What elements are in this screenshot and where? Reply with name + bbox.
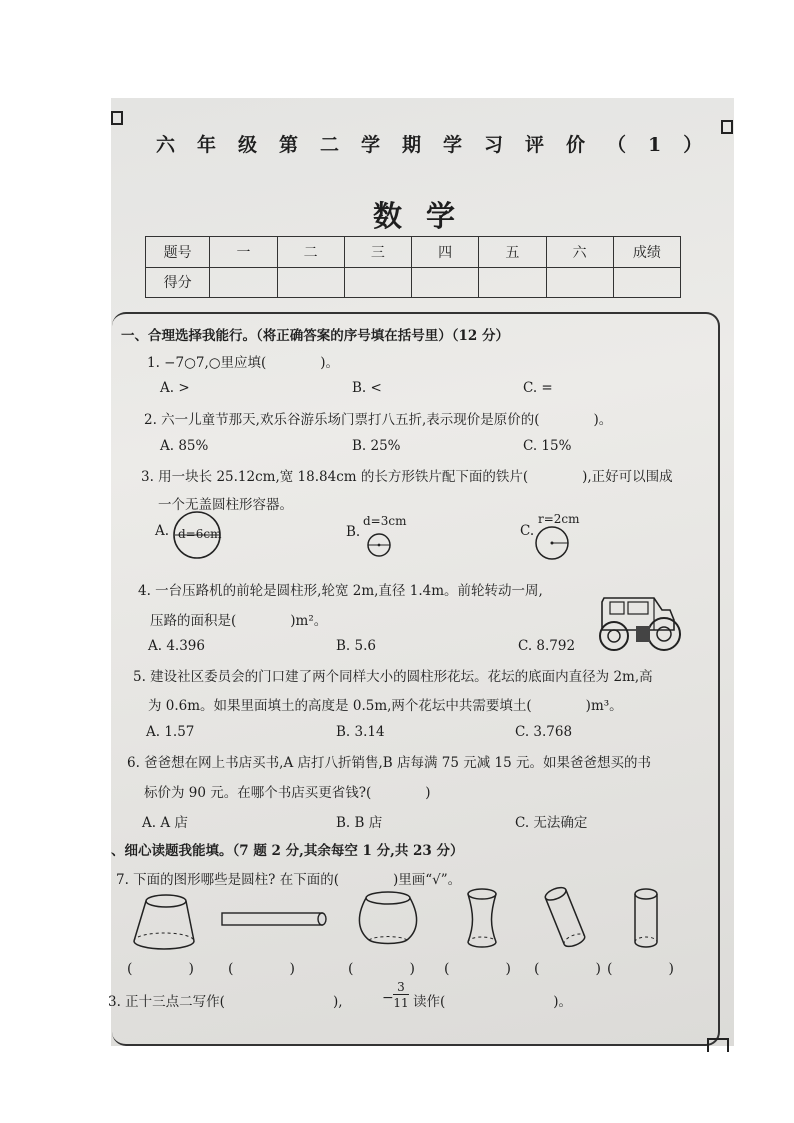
- q1-option-b[interactable]: B. <: [352, 380, 382, 396]
- q6-option-b[interactable]: B. B 店: [336, 815, 383, 831]
- table-cell: 一: [210, 237, 277, 268]
- table-cell: 六: [546, 237, 613, 268]
- q8-stem-part2: 读作( )。: [413, 994, 573, 1010]
- score-input-cell[interactable]: [613, 267, 680, 298]
- table-cell: 五: [479, 237, 546, 268]
- exam-title: 六年级第二学期学习评价（1）: [156, 134, 725, 156]
- q5-option-a[interactable]: A. 1.57: [146, 724, 195, 740]
- q4-stem-line1: 4. 一台压路机的前轮是圆柱形,轮宽 2m,直径 1.4m。前轮转动一周,: [138, 583, 543, 599]
- section1-heading: 一、合理选择我能行。（将正确答案的序号填在括号里）（12 分）: [121, 328, 509, 344]
- q2-option-b[interactable]: B. 25%: [352, 438, 401, 454]
- upright-cylinder-icon: [630, 886, 662, 950]
- q4-option-a[interactable]: A. 4.396: [148, 638, 205, 654]
- q3-circle-c: [535, 526, 571, 562]
- q7-answer-blank[interactable]: ( ): [127, 961, 194, 977]
- corner-mark-bottom-right: [707, 1038, 729, 1052]
- score-table: [145, 236, 681, 298]
- q5-stem-line2: 为 0.6m。如果里面填土的高度是 0.5m,两个花坛中共需要填土( )m³。: [148, 698, 623, 714]
- score-input-cell[interactable]: [412, 267, 479, 298]
- score-input-cell[interactable]: [479, 267, 546, 298]
- table-cell: 三: [344, 237, 411, 268]
- q6-option-a[interactable]: A. A 店: [142, 815, 188, 831]
- q7-answer-blank[interactable]: ( ): [444, 961, 511, 977]
- q5-option-b[interactable]: B. 3.14: [336, 724, 385, 740]
- q7-answer-blank[interactable]: ( ): [607, 961, 674, 977]
- score-input-cell[interactable]: [277, 267, 344, 298]
- q3-stem-line2: 一个无盖圆柱形容器。: [158, 497, 293, 513]
- q6-option-c[interactable]: C. 无法确定: [515, 815, 588, 831]
- frustum-shape-icon: [132, 893, 196, 955]
- q5-stem-line1: 5. 建设社区委员会的门口建了两个同样大小的圆柱形花坛。花坛的底面内直径为 2m,高: [133, 669, 653, 685]
- q1-option-a[interactable]: A. >: [160, 380, 190, 396]
- score-input-cell[interactable]: [344, 267, 411, 298]
- subject-title: 数学: [373, 199, 480, 233]
- score-input-cell[interactable]: [546, 267, 613, 298]
- score-input-cell[interactable]: [210, 267, 277, 298]
- score-table-row: [146, 267, 681, 298]
- table-cell: 二: [277, 237, 344, 268]
- table-cell: 得分: [146, 267, 210, 298]
- q3-option-a[interactable]: A.: [155, 523, 170, 539]
- q1-stem: 1. −7○7,○里应填( )。: [147, 355, 340, 371]
- q4-stem-line2: 压路的面积是( )m²。: [150, 613, 328, 629]
- table-cell: 四: [412, 237, 479, 268]
- q8-stem-part1: 3. 正十三点二写作( ),: [108, 994, 343, 1010]
- q1-option-c[interactable]: C. =: [523, 380, 553, 396]
- q2-stem: 2. 六一儿童节那天,欢乐谷游乐场门票打八五折,表示现价是原价的( )。: [144, 412, 613, 428]
- q7-stem: 7. 下面的图形哪些是圆柱? 在下面的( )里画“√”。: [116, 872, 462, 888]
- q5-option-c[interactable]: C. 3.768: [515, 724, 573, 740]
- concave-cylinder-icon: [462, 886, 502, 950]
- q8-fraction-numerator: 3: [393, 980, 409, 995]
- q3-label-c: r=2cm: [538, 512, 580, 526]
- road-roller-icon: [592, 590, 687, 652]
- q3-label-b: d=3cm: [363, 514, 407, 528]
- q3-option-b[interactable]: B.: [346, 524, 361, 540]
- q4-option-c[interactable]: C. 8.792: [518, 638, 576, 654]
- q6-stem-line2: 标价为 90 元。在哪个书店买更省钱?( ): [144, 785, 431, 801]
- q2-option-a[interactable]: A. 85%: [160, 438, 209, 454]
- table-cell: 成绩: [613, 237, 680, 268]
- score-table-row: [146, 237, 681, 268]
- q7-answer-blank[interactable]: ( ): [534, 961, 601, 977]
- table-cell: 题号: [146, 237, 210, 268]
- corner-mark-left: [111, 111, 123, 125]
- q6-stem-line1: 6. 爸爸想在网上书店买书,A 店打八折销售,B 店每满 75 元减 15 元。如果爸爸想买的书: [127, 755, 652, 771]
- rod-shape-icon: [218, 910, 328, 930]
- q8-fraction-denominator: 11: [393, 996, 409, 1010]
- q3-circle-b: [367, 533, 393, 559]
- q8-minus-sign: −: [382, 990, 394, 1006]
- q7-answer-blank[interactable]: ( ): [228, 961, 295, 977]
- tilted-cylinder-icon: [540, 884, 590, 950]
- q7-answer-blank[interactable]: ( ): [348, 961, 415, 977]
- q4-option-b[interactable]: B. 5.6: [336, 638, 376, 654]
- q2-option-c[interactable]: C. 15%: [523, 438, 572, 454]
- q3-stem-line1: 3. 用一块长 25.12cm,宽 18.84cm 的长方形铁片配下面的铁片( ),正好可以围成: [141, 469, 673, 485]
- section2-heading: 、细心读题我能填。（7 题 2 分,其余每空 1 分,共 23 分）: [111, 843, 464, 859]
- barrel-shape-icon: [355, 888, 421, 948]
- q3-option-c[interactable]: C.: [520, 523, 535, 539]
- q3-label-a: d=6cm: [178, 527, 222, 541]
